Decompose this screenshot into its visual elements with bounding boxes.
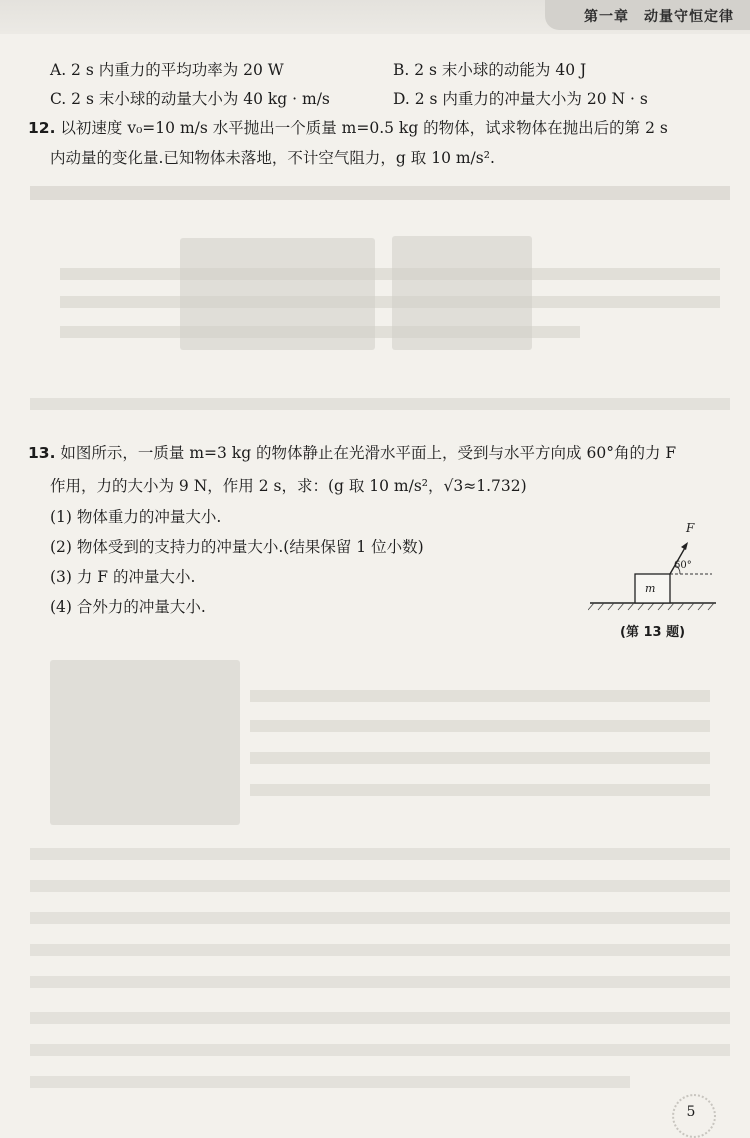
option-a: A. 2 s 内重力的平均功率为 20 W (50, 61, 284, 79)
ghost-text-band-15 (30, 1012, 730, 1024)
question-13-number: 13. (28, 444, 56, 462)
ground-hatching (588, 603, 714, 610)
mass-label: m (645, 582, 656, 595)
page-number: 5 (686, 1104, 696, 1120)
question-13-part-4: (4) 合外力的冲量大小. (50, 598, 206, 616)
question-13-part-2: (2) 物体受到的支持力的冲量大小.(结果保留 1 位小数) (50, 538, 424, 556)
ghost-photo-3 (50, 660, 240, 825)
question-12-number: 12. (28, 119, 56, 137)
ghost-text-band-14 (30, 976, 730, 988)
ghost-text-band-5 (30, 398, 730, 410)
force-label: F (686, 521, 695, 535)
ghost-text-band-12 (30, 912, 730, 924)
question-12-line-1 (28, 118, 668, 138)
question-12-text-2: 内动量的变化量.已知物体未落地，不计空气阻力，g 取 10 m/s². (50, 149, 495, 167)
question-13-part-3: (3) 力 F 的冲量大小. (50, 568, 196, 586)
question-13-text-2: 作用，力的大小为 9 N，作用 2 s，求：(g 取 10 m/s²，√3≈1.732) (50, 477, 527, 495)
figure-caption: (第 13 题) (620, 625, 686, 640)
question-12-text-1: 以初速度 v₀=10 m/s 水平抛出一个质量 m=0.5 kg 的物体，试求物体在抛出后的第 2 s (60, 119, 668, 137)
ghost-text-band-4 (60, 326, 580, 338)
question-13-line-1 (28, 443, 676, 463)
question-13-text-1: 如图所示，一质量 m=3 kg 的物体静止在光滑水平面上，受到与水平方向成 60°角的力 F (60, 444, 677, 462)
ghost-text-band-11 (30, 880, 730, 892)
ghost-text-band-9 (250, 784, 710, 796)
ghost-text-band-6 (250, 690, 710, 702)
angle-label: 60° (674, 560, 692, 571)
ghost-text-band-7 (250, 720, 710, 732)
ghost-text-band-16 (30, 1044, 730, 1056)
question-13-figure (588, 515, 718, 635)
ghost-text-band-17 (30, 1076, 630, 1088)
ghost-text-band-3 (60, 296, 720, 308)
force-arrow-head (681, 542, 688, 550)
option-c: C. 2 s 末小球的动量大小为 40 kg · m/s (50, 90, 330, 108)
ghost-text-band-2 (60, 268, 720, 280)
ghost-text-band-8 (250, 752, 710, 764)
ghost-text-band-10 (30, 848, 730, 860)
chapter-title: 第一章 动量守恒定律 (584, 9, 734, 25)
ghost-text-band-13 (30, 944, 730, 956)
question-13-part-1: (1) 物体重力的冲量大小. (50, 508, 222, 526)
option-b: B. 2 s 末小球的动能为 40 J (393, 61, 587, 79)
ghost-text-band-1 (30, 186, 730, 200)
option-d: D. 2 s 内重力的冲量大小为 20 N · s (393, 90, 648, 108)
